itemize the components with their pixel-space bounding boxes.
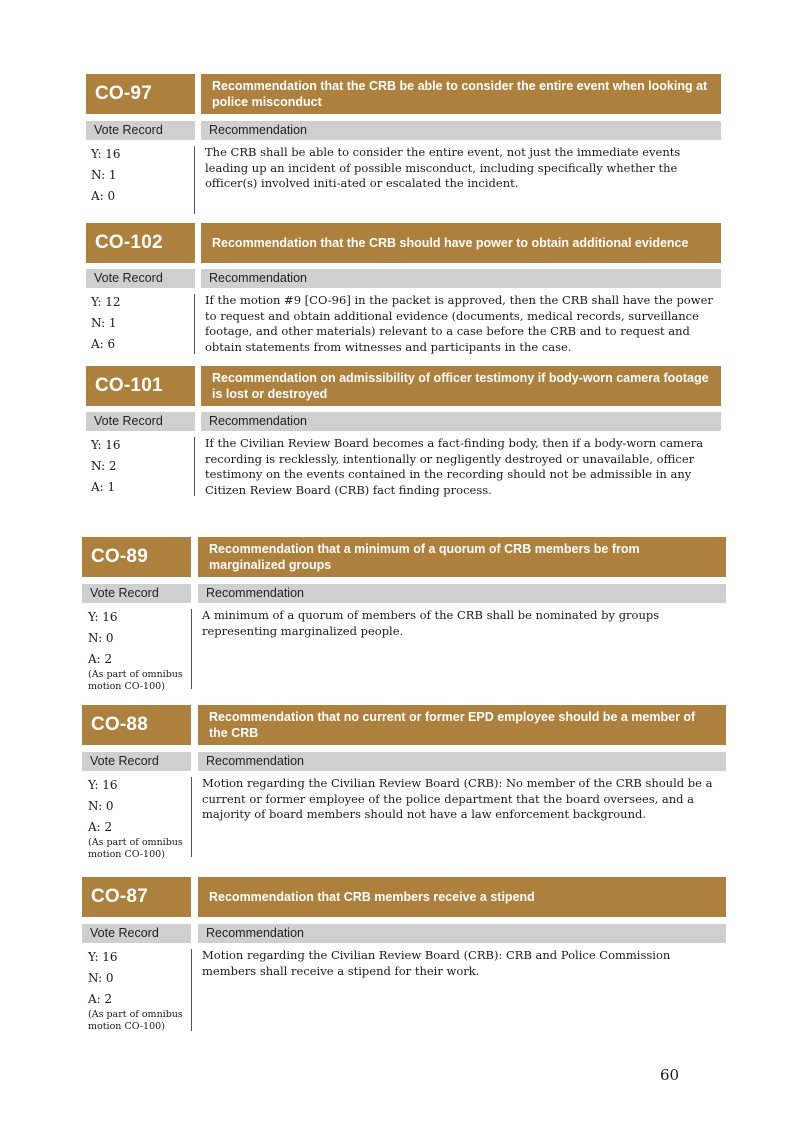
page-number: 60 [660, 1066, 680, 1084]
recommendation-title: Recommendation that the CRB be able to consider the entire event when looking at police misconduct [201, 74, 721, 114]
vote-record [91, 436, 121, 499]
recommendation-label: Recommendation [201, 121, 721, 140]
vote-no: N: 0 [88, 799, 114, 813]
column-divider [191, 777, 192, 857]
vote-record-label: Vote Record [86, 412, 195, 431]
recommendation-title: Recommendation on admissibility of officer testimony if body-worn camera footage is lost or destroyed [201, 366, 721, 406]
recommendation-text: Motion regarding the Civilian Review Board (CRB): No member of the CRB should be a current or former employee of the police department that the board oversees, and a majority of board members should not have a law enforcement background. [202, 776, 713, 821]
recommendation-label: Recommendation [201, 412, 721, 431]
vote-abstain: A: 2 [88, 820, 113, 834]
vote-yes: Y: 16 [88, 610, 118, 624]
recommendation-title: Recommendation that CRB members receive a stipend [198, 877, 726, 917]
recommendation-title: Recommendation that the CRB should have power to obtain additional evidence [201, 223, 721, 263]
column-divider [191, 949, 192, 1031]
vote-record-label: Vote Record [86, 269, 195, 288]
vote-record [88, 776, 188, 861]
vote-abstain: A: 1 [91, 480, 116, 494]
vote-record-label: Vote Record [82, 924, 191, 943]
motion-code: CO-101 [86, 366, 195, 406]
recommendation-text: The CRB shall be able to consider the entire event, not just the immediate events leading up an incident of possible misconduct, including specifically whether the officer(s) involved initi-ated or escalated the incident. [205, 145, 681, 190]
motion-code: CO-87 [82, 877, 191, 917]
vote-no: N: 0 [88, 971, 114, 985]
vote-record [88, 608, 188, 693]
vote-record-label: Vote Record [86, 121, 195, 140]
vote-abstain: A: 2 [88, 992, 113, 1006]
vote-no: N: 1 [91, 316, 117, 330]
vote-no: N: 2 [91, 459, 117, 473]
column-divider [194, 294, 195, 354]
vote-yes: Y: 16 [91, 438, 121, 452]
column-divider [191, 609, 192, 689]
recommendation-text: If the motion #9 [CO-96] in the packet is approved, then the CRB shall have the power to request and obtain additional evidence (documents, medical records, surveillance footage, and other materials) relevant to a case before the CRB and to request and obtain statements from witnesses and participants in the case. [205, 293, 713, 354]
motion-code: CO-97 [86, 74, 195, 114]
recommendation-title: Recommendation that a minimum of a quorum of CRB members be from marginalized groups [198, 537, 726, 577]
vote-record-label: Vote Record [82, 752, 191, 771]
motion-code: CO-89 [82, 537, 191, 577]
motion-code: CO-102 [86, 223, 195, 263]
recommendation-label: Recommendation [198, 752, 726, 771]
vote-abstain: A: 0 [91, 189, 116, 203]
vote-note: (As part of omnibus motion CO-100) [88, 1009, 183, 1032]
vote-no: N: 1 [91, 168, 117, 182]
vote-record [88, 948, 188, 1033]
recommendation-text: A minimum of a quorum of members of the CRB shall be nominated by groups representing marginalized people. [202, 608, 660, 638]
vote-note: (As part of omnibus motion CO-100) [88, 837, 183, 860]
vote-abstain: A: 6 [91, 337, 116, 351]
vote-yes: Y: 16 [88, 950, 118, 964]
vote-yes: Y: 16 [91, 147, 121, 161]
recommendation-text: If the Civilian Review Board becomes a fact-finding body, then if a body-worn camera recording is recklessly, intentionally or negligently destroyed or unavailable, officer testimony on the events contained in the recording should not be admissible in any Citizen Review Board (CRB) fact finding process. [205, 436, 704, 497]
vote-record-label: Vote Record [82, 584, 191, 603]
recommendation-title: Recommendation that no current or former EPD employee should be a member of the CRB [198, 705, 726, 745]
column-divider [194, 146, 195, 214]
column-divider [194, 437, 195, 496]
vote-yes: Y: 16 [88, 778, 118, 792]
vote-no: N: 0 [88, 631, 114, 645]
recommendation-label: Recommendation [198, 924, 726, 943]
vote-record [91, 145, 121, 208]
vote-abstain: A: 2 [88, 652, 113, 666]
motion-code: CO-88 [82, 705, 191, 745]
recommendation-label: Recommendation [201, 269, 721, 288]
vote-note: (As part of omnibus motion CO-100) [88, 669, 183, 692]
vote-yes: Y: 12 [91, 295, 121, 309]
recommendation-text: Motion regarding the Civilian Review Board (CRB): CRB and Police Commission members shall receive a stipend for their work. [202, 948, 671, 978]
recommendation-label: Recommendation [198, 584, 726, 603]
vote-record [91, 293, 121, 356]
